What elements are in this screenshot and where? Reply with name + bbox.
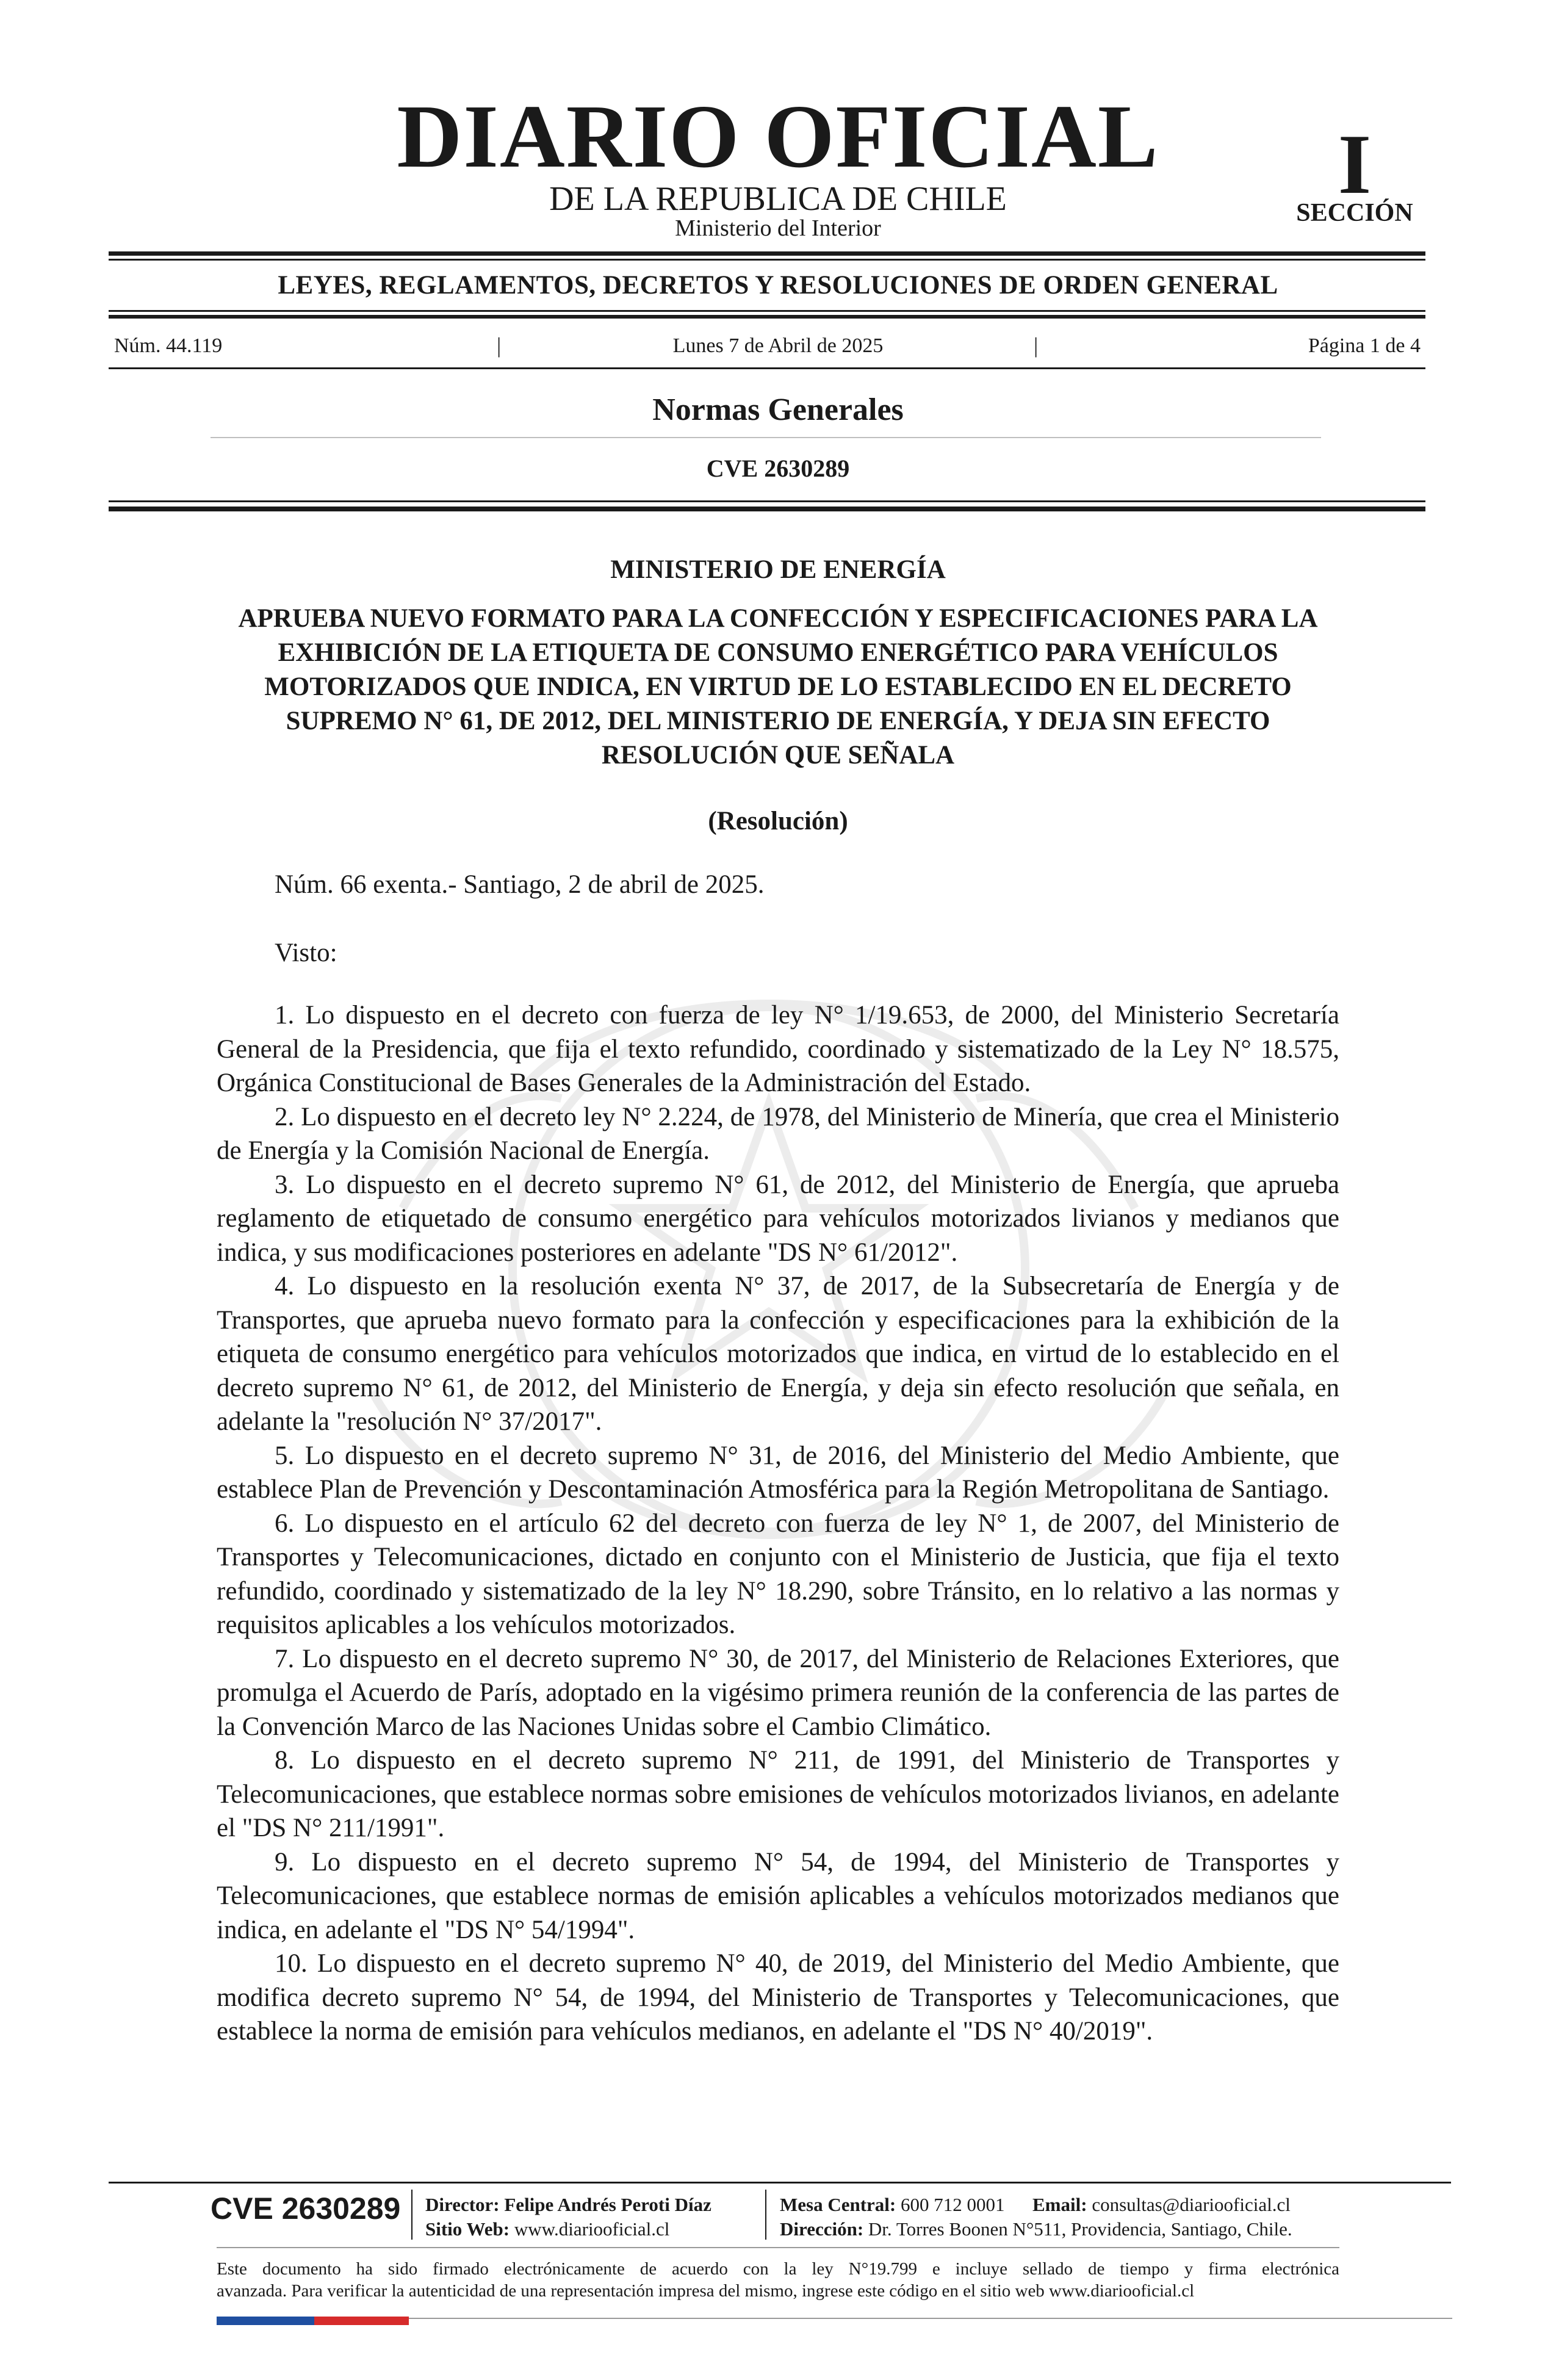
phone-number: 600 712 0001 bbox=[901, 2194, 1005, 2215]
footer-address bbox=[780, 2220, 1292, 2238]
info-separator: | bbox=[497, 333, 502, 358]
resolution-title: APRUEBA NUEVO FORMATO PARA LA CONFECCIÓN Y ESPECIFICACIONES PARA LA EXHIBICIÓN DE LA ETIQUETA DE CONSUMO ENERGÉTICO PARA VEHÍCULOS MOTORIZADOS QUE INDICA, EN VIRTUD DE LO ESTABLECIDO EN EL DECRETO SUPREMO N° 61, DE 2012, DEL MINISTERIO DE ENERGÍA, Y DEJA SIN EFECTO RESOLUCIÓN QUE SEÑALA bbox=[238, 604, 1318, 770]
issue-number: Núm. 44.119 bbox=[114, 334, 223, 357]
footer-divider bbox=[411, 2190, 412, 2240]
website-link[interactable]: www.diariooficial.cl bbox=[514, 2218, 670, 2240]
page-indicator: Página 1 de 4 bbox=[1308, 334, 1421, 357]
publication-banner: LEYES, REGLAMENTOS, DECRETOS Y RESOLUCIONES DE ORDEN GENERAL bbox=[278, 271, 1278, 300]
masthead-ministry: Ministerio del Interior bbox=[675, 215, 881, 241]
paragraph: 1. Lo dispuesto en el decreto con fuerza de ley N° 1/19.653, de 2000, del Ministerio Secretaría General de la Presidencia, que fija el texto refundido, coordinado y sistematizado de la Ley N° 18.575, Orgánica Constitucional de Bases Generales de la Administración del Estado. bbox=[217, 1001, 1339, 1097]
footer-cve-code: CVE 2630289 bbox=[211, 2191, 401, 2226]
phone-label: Mesa Central: bbox=[780, 2194, 896, 2215]
footer-contact bbox=[780, 2195, 1291, 2214]
paragraph: 10. Lo dispuesto en el decreto supremo N° 40, de 2019, del Ministerio del Medio Ambiente, que modifica decreto supremo N° 54, de 1994, del Ministerio de Transportes y Telecomunicaciones, que establece la norma de emisión para vehículos medianos, en adelante el "DS N° 40/2019". bbox=[217, 1949, 1339, 2046]
visto-label: Visto: bbox=[275, 939, 337, 967]
header-rule-thin bbox=[109, 500, 1425, 502]
website-label: Sitio Web: bbox=[425, 2218, 510, 2240]
paragraph: 8. Lo dispuesto en el decreto supremo N° 211, de 1991, del Ministerio de Transportes y Telecomunicaciones, que establece normas sobre emisiones de vehículos motorizados livianos, en adelante el "DS N° 211/1991". bbox=[217, 1746, 1339, 1842]
visto-paragraphs bbox=[217, 998, 1339, 2049]
email-label: Email: bbox=[1032, 2194, 1087, 2215]
section-heading-rule bbox=[211, 437, 1321, 438]
resolution-type: (Resolución) bbox=[708, 807, 848, 835]
paragraph: 2. Lo dispuesto en el decreto ley N° 2.224, de 1978, del Ministerio de Minería, que crea el Ministerio de Energía y la Comisión Nacional de Energía. bbox=[217, 1102, 1339, 1165]
info-separator: | bbox=[1034, 333, 1039, 358]
address-text: Dr. Torres Boonen N°511, Providencia, Santiago, Chile. bbox=[868, 2218, 1292, 2240]
ministry-heading: MINISTERIO DE ENERGÍA bbox=[610, 555, 946, 584]
resolution-number: Núm. 66 exenta.- Santiago, 2 de abril de 2025. bbox=[275, 870, 765, 899]
paragraph: 4. Lo dispuesto en la resolución exenta N° 37, de 2017, de la Subsecretaría de Energía y de Transportes, que aprueba nuevo formato para la confección y especificaciones para la exhibición de la etiqueta de consumo energético para vehículos motorizados que indica, en virtud de lo establecido en el decreto supremo N° 61, de 2012, del Ministerio de Energía, y deja sin efecto resolución que señala, en adelante la "resolución N° 37/2017". bbox=[217, 1272, 1339, 1436]
footer-rule-lower bbox=[217, 2247, 1339, 2248]
address-label: Dirección: bbox=[780, 2218, 864, 2240]
footer-divider bbox=[765, 2190, 766, 2240]
director-name: Felipe Andrés Peroti Díaz bbox=[504, 2194, 711, 2215]
disclaimer-line: Este documento ha sido firmado electrónicamente de acuerdo con la ley N°19.799 e incluye sellado de tiempo y firma electrónica bbox=[217, 2259, 1339, 2279]
footer-director bbox=[425, 2195, 711, 2214]
masthead-rule-thin bbox=[109, 259, 1425, 261]
paragraph: 6. Lo dispuesto en el artículo 62 del decreto con fuerza de ley N° 1, de 2007, del Ministerio de Transportes y Telecomunicaciones, dictado en conjunto con el Ministerio de Justicia, que fija el texto refundido, coordinado y sistematizado de la ley N° 18.290, sobre Tránsito, en lo relativo a las normas y requisitos aplicables a los vehículos motorizados. bbox=[217, 1509, 1339, 1639]
section-numeral: I bbox=[1338, 117, 1372, 212]
footer-rule bbox=[109, 2182, 1451, 2183]
email-link[interactable]: consultas@diariooficial.cl bbox=[1092, 2194, 1291, 2215]
paragraph: 3. Lo dispuesto en el decreto supremo N° 61, de 2012, del Ministerio de Energía, que aprueba reglamento de etiquetado de consumo energético para vehículos motorizados livianos y medianos que indica, y sus modificaciones posteriores en adelante "DS N° 61/2012". bbox=[217, 1170, 1339, 1267]
paragraph: 5. Lo dispuesto en el decreto supremo N° 31, de 2016, del Ministerio del Medio Ambiente, que establece Plan de Prevención y Descontaminación Atmosférica para la Región Metropolitana de Santiago. bbox=[217, 1441, 1339, 1504]
banner-rule-thin bbox=[109, 310, 1425, 312]
footer-website bbox=[425, 2220, 669, 2238]
header-rule-thick bbox=[109, 507, 1425, 511]
cve-code: CVE 2630289 bbox=[706, 455, 850, 482]
flag-stripe-red bbox=[314, 2317, 409, 2325]
director-label: Director: bbox=[425, 2194, 500, 2215]
info-rule bbox=[109, 367, 1425, 369]
flag-stripe-blue bbox=[217, 2317, 314, 2325]
section-label: SECCIÓN bbox=[1296, 199, 1413, 227]
disclaimer-line: avanzada. Para verificar la autenticidad de una representación impresa del mismo, ingrese este código en el sitio web www.diariooficial.cl bbox=[217, 2281, 1195, 2301]
issue-date: Lunes 7 de Abril de 2025 bbox=[672, 334, 884, 357]
paragraph: 7. Lo dispuesto en el decreto supremo N° 30, de 2017, del Ministerio de Relaciones Exteriores, que promulga el Acuerdo de París, adoptado en la vigésimo primera reunión de la conferencia de las partes de la Convención Marco de las Naciones Unidas sobre el Cambio Climático. bbox=[217, 1644, 1339, 1741]
banner-rule-thick bbox=[109, 315, 1425, 319]
section-heading: Normas Generales bbox=[652, 392, 904, 427]
paragraph: 9. Lo dispuesto en el decreto supremo N° 54, de 1994, del Ministerio de Transportes y Telecomunicaciones, que establece normas de emisión aplicables a vehículos motorizados medianos que indica, en adelante el "DS N° 54/1994". bbox=[217, 1847, 1339, 1944]
masthead-rule-thick bbox=[109, 251, 1425, 256]
footer-disclaimer bbox=[217, 2258, 1339, 2302]
masthead-subtitle: DE LA REPUBLICA DE CHILE bbox=[549, 180, 1007, 218]
masthead-title: DIARIO OFICIAL bbox=[397, 87, 1159, 187]
